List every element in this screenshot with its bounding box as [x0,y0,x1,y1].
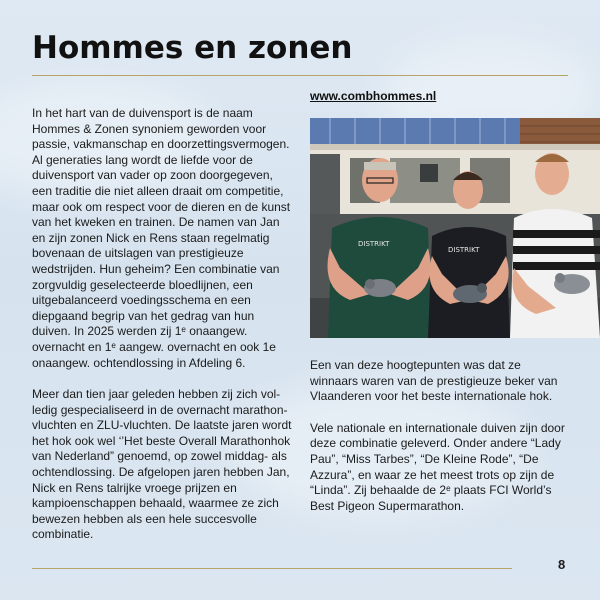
pigeons-paragraph: Vele nationale en internationale duiven zijn door deze combinatie geleverd. Onder andere “Lady Pau”, “Miss Tarbes”, “De Kleine Rode”, “De Azzura”, en waar ze het meest trots op zijn de “Linda”. Zij behaalde de 2ᵉ plaats FCI World’s Best Pigeon Supermarathon. [310,420,565,513]
left-column [32,106,294,559]
page-number: 8 [558,557,566,572]
highlight-paragraph: Een van deze hoogtepunten was dat ze winnaars waren van de prestigieuze beker van Vlaanderen voor het beste internationale hok. [310,358,558,404]
team-photo [310,118,600,338]
right-column [310,358,572,530]
svg-text:DISTRIKT: DISTRIKT [448,246,480,254]
page-title: Hommes en zonen [32,30,353,66]
footer-divider [32,568,512,569]
svg-text:DISTRIKT: DISTRIKT [358,240,390,248]
intro-paragraph: In het hart van de duivensport is de naam Hommes & Zonen synoniem geworden voor passie, vakmanschap en doorzettingsvermogen. Al generaties lang wordt de liefde voor de duivensport van vader op zoon doorgegeven, een traditie die niet alleen draait om competitie, maar ook om respect voor de dieren en de kunst van het kweken en trainen. De namen van Jan en zijn zonen Nick en Rens staan regelmatig bovenaan de uitslagen van prestigieuze wedstrijden. Hun geheim? Een combinatie van zorgvuldig geselecteerde bloedlijnen, een uitgebalanceerd voedingsschema en een diepgaand begrip van het gedrag van hun duiven. In 2025 werden zij 1ᵉ onaangew. overnacht en 1ᵉ aangew. overnacht en ook 1e onaangew. ochtendlossing in Afdeling 6. [32,106,291,370]
history-paragraph: Meer dan tien jaar geleden hebben zij zich volledig gespecialiseerd in de overnacht marathonvluchten en ZLU-vluchten. De laatste jaren wordt het hok ook wel ‘’Het beste Overall Marathonhok van Nederland” genoemd, op zowel middag- als ochtendlossing. De afgelopen jaren hebben Jan, Nick en Rens talrijke vroege prijzen en kampioenschappen behaald, waarmee ze zich bewezen hebben als een hele succesvolle combinatie. [32,387,292,542]
website-link[interactable]: www.combhommes.nl [310,89,437,103]
title-divider [32,75,568,76]
